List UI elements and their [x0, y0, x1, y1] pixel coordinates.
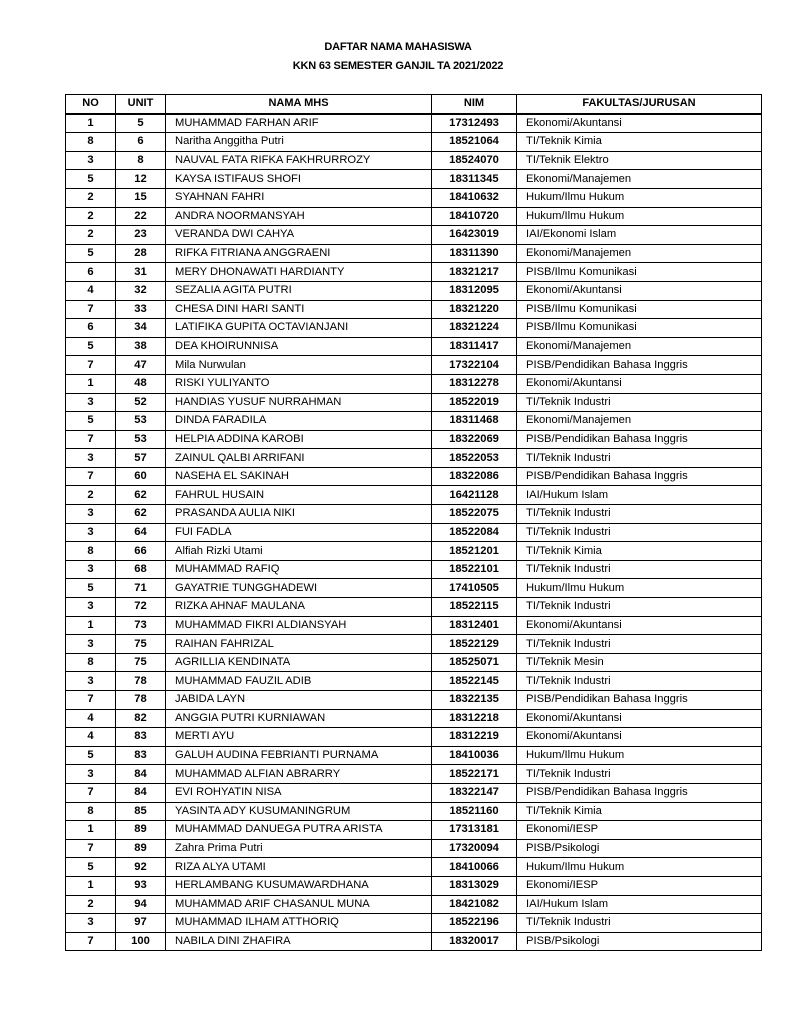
cell-nim: 18524070 — [432, 151, 517, 170]
table-row — [66, 579, 762, 598]
cell-unit: 100 — [116, 932, 166, 951]
table-row — [66, 393, 762, 412]
cell-unit: 78 — [116, 691, 166, 710]
cell-unit: 73 — [116, 616, 166, 635]
cell-no: 2 — [66, 486, 116, 505]
cell-nama: MUHAMMAD FIKRI ALDIANSYAH — [166, 616, 432, 635]
cell-no: 7 — [66, 691, 116, 710]
cell-unit: 15 — [116, 188, 166, 207]
cell-nim: 17410505 — [432, 579, 517, 598]
cell-nama: RISKI YULIYANTO — [166, 374, 432, 393]
cell-no: 6 — [66, 263, 116, 282]
cell-nama: MUHAMMAD ALFIAN ABRARRY — [166, 765, 432, 784]
table-row — [66, 672, 762, 691]
cell-no: 2 — [66, 895, 116, 914]
cell-unit: 32 — [116, 281, 166, 300]
cell-no: 4 — [66, 728, 116, 747]
cell-fakultas: TI/Teknik Industri — [517, 914, 762, 933]
cell-fakultas: Hukum/Ilmu Hukum — [517, 579, 762, 598]
cell-unit: 31 — [116, 263, 166, 282]
cell-fakultas: PISB/Ilmu Komunikasi — [517, 263, 762, 282]
cell-nim: 18522171 — [432, 765, 517, 784]
table-row — [66, 839, 762, 858]
cell-fakultas: TI/Teknik Industri — [517, 393, 762, 412]
cell-nim: 18522053 — [432, 449, 517, 468]
table-row — [66, 170, 762, 189]
cell-nama: GAYATRIE TUNGGHADEWI — [166, 579, 432, 598]
cell-unit: 84 — [116, 765, 166, 784]
cell-no: 8 — [66, 542, 116, 561]
cell-nim: 18321217 — [432, 263, 517, 282]
cell-unit: 89 — [116, 821, 166, 840]
cell-unit: 60 — [116, 467, 166, 486]
cell-nama: RIZA ALYA UTAMI — [166, 858, 432, 877]
cell-nama: Mila Nurwulan — [166, 356, 432, 375]
cell-unit: 93 — [116, 876, 166, 895]
table-row — [66, 746, 762, 765]
cell-fakultas: IAI/Hukum Islam — [517, 486, 762, 505]
cell-nama: NAUVAL FATA RIFKA FAKHRURROZY — [166, 151, 432, 170]
cell-nama: RIFKA FITRIANA ANGGRAENI — [166, 244, 432, 263]
table-row — [66, 505, 762, 524]
table-row — [66, 560, 762, 579]
table-row — [66, 523, 762, 542]
cell-no: 5 — [66, 244, 116, 263]
table-row — [66, 783, 762, 802]
cell-unit: 6 — [116, 133, 166, 152]
cell-unit: 22 — [116, 207, 166, 226]
cell-nama: PRASANDA AULIA NIKI — [166, 505, 432, 524]
cell-unit: 75 — [116, 635, 166, 654]
cell-no: 4 — [66, 709, 116, 728]
cell-fakultas: Ekonomi/Manajemen — [517, 337, 762, 356]
cell-fakultas: TI/Teknik Industri — [517, 672, 762, 691]
cell-fakultas: Ekonomi/Akuntansi — [517, 728, 762, 747]
cell-no: 8 — [66, 802, 116, 821]
cell-nama: ANDRA NOORMANSYAH — [166, 207, 432, 226]
cell-nama: GALUH AUDINA FEBRIANTI PURNAMA — [166, 746, 432, 765]
cell-no: 2 — [66, 188, 116, 207]
table-row — [66, 876, 762, 895]
cell-nim: 18321220 — [432, 300, 517, 319]
cell-no: 2 — [66, 207, 116, 226]
cell-unit: 53 — [116, 412, 166, 431]
cell-nama: MUHAMMAD FAUZIL ADIB — [166, 672, 432, 691]
cell-nama: Alfiah Rizki Utami — [166, 542, 432, 561]
cell-unit: 66 — [116, 542, 166, 561]
cell-fakultas: TI/Teknik Industri — [517, 635, 762, 654]
cell-nim: 17312493 — [432, 114, 517, 133]
cell-nim: 18321224 — [432, 319, 517, 338]
cell-no: 5 — [66, 579, 116, 598]
cell-no: 1 — [66, 876, 116, 895]
cell-fakultas: TI/Teknik Industri — [517, 523, 762, 542]
table-row — [66, 449, 762, 468]
cell-no: 3 — [66, 505, 116, 524]
header-no: NO — [66, 95, 116, 114]
cell-nama: LATIFIKA GUPITA OCTAVIANJANI — [166, 319, 432, 338]
table-row — [66, 207, 762, 226]
cell-nim: 18311417 — [432, 337, 517, 356]
cell-fakultas: PISB/Pendidikan Bahasa Inggris — [517, 691, 762, 710]
cell-unit: 75 — [116, 653, 166, 672]
document-subtitle: KKN 63 SEMESTER GANJIL TA 2021/2022 — [292, 60, 504, 72]
cell-nim: 18521064 — [432, 133, 517, 152]
cell-no: 1 — [66, 616, 116, 635]
cell-fakultas: TI/Teknik Industri — [517, 560, 762, 579]
table-body — [66, 114, 762, 951]
cell-nim: 18421082 — [432, 895, 517, 914]
table-row — [66, 728, 762, 747]
cell-nama: SYAHNAN FAHRI — [166, 188, 432, 207]
cell-nama: KAYSA ISTIFAUS SHOFI — [166, 170, 432, 189]
cell-unit: 94 — [116, 895, 166, 914]
cell-unit: 8 — [116, 151, 166, 170]
cell-nim: 18312278 — [432, 374, 517, 393]
cell-nim: 16423019 — [432, 226, 517, 245]
cell-fakultas: Ekonomi/Akuntansi — [517, 114, 762, 133]
cell-no: 4 — [66, 281, 116, 300]
cell-fakultas: PISB/Ilmu Komunikasi — [517, 319, 762, 338]
cell-nama: EVI ROHYATIN NISA — [166, 783, 432, 802]
cell-no: 5 — [66, 858, 116, 877]
cell-no: 7 — [66, 300, 116, 319]
cell-unit: 33 — [116, 300, 166, 319]
cell-fakultas: TI/Teknik Industri — [517, 598, 762, 617]
cell-nim: 18320017 — [432, 932, 517, 951]
table-row — [66, 765, 762, 784]
cell-unit: 47 — [116, 356, 166, 375]
cell-no: 1 — [66, 821, 116, 840]
table-row — [66, 430, 762, 449]
header-fakultas: FAKULTAS/JURUSAN — [517, 95, 762, 114]
cell-fakultas: Ekonomi/IESP — [517, 876, 762, 895]
table-row — [66, 374, 762, 393]
cell-no: 3 — [66, 560, 116, 579]
cell-unit: 97 — [116, 914, 166, 933]
cell-no: 5 — [66, 746, 116, 765]
cell-nama: SEZALIA AGITA PUTRI — [166, 281, 432, 300]
cell-fakultas: Ekonomi/Manajemen — [517, 244, 762, 263]
cell-nama: RIZKA AHNAF MAULANA — [166, 598, 432, 617]
cell-no: 3 — [66, 393, 116, 412]
cell-unit: 83 — [116, 746, 166, 765]
cell-no: 8 — [66, 653, 116, 672]
table-row — [66, 542, 762, 561]
cell-no: 7 — [66, 356, 116, 375]
cell-no: 8 — [66, 133, 116, 152]
cell-no: 3 — [66, 598, 116, 617]
table-row — [66, 635, 762, 654]
cell-nim: 18311390 — [432, 244, 517, 263]
cell-unit: 71 — [116, 579, 166, 598]
cell-nim: 18312401 — [432, 616, 517, 635]
table-row — [66, 486, 762, 505]
cell-fakultas: TI/Teknik Kimia — [517, 802, 762, 821]
cell-fakultas: TI/Teknik Kimia — [517, 133, 762, 152]
table-row — [66, 467, 762, 486]
cell-unit: 89 — [116, 839, 166, 858]
cell-unit: 48 — [116, 374, 166, 393]
cell-no: 5 — [66, 337, 116, 356]
cell-nama: MUHAMMAD RAFIQ — [166, 560, 432, 579]
cell-nim: 18522129 — [432, 635, 517, 654]
cell-fakultas: Hukum/Ilmu Hukum — [517, 746, 762, 765]
cell-nama: FAHRUL HUSAIN — [166, 486, 432, 505]
cell-fakultas: Ekonomi/Akuntansi — [517, 374, 762, 393]
cell-no: 3 — [66, 765, 116, 784]
table-row — [66, 895, 762, 914]
table-row — [66, 598, 762, 617]
cell-fakultas: TI/Teknik Industri — [517, 765, 762, 784]
cell-no: 3 — [66, 914, 116, 933]
cell-nama: NABILA DINI ZHAFIRA — [166, 932, 432, 951]
table-row — [66, 616, 762, 635]
cell-no: 6 — [66, 319, 116, 338]
table-row — [66, 932, 762, 951]
table-row — [66, 114, 762, 133]
document-title: DAFTAR NAMA MAHASISWA — [324, 41, 472, 53]
table-row — [66, 133, 762, 152]
cell-no: 7 — [66, 839, 116, 858]
cell-fakultas: Ekonomi/IESP — [517, 821, 762, 840]
table-row — [66, 821, 762, 840]
table-row — [66, 914, 762, 933]
cell-nama: HELPIA ADDINA KAROBI — [166, 430, 432, 449]
cell-unit: 23 — [116, 226, 166, 245]
table-row — [66, 244, 762, 263]
cell-nim: 18410036 — [432, 746, 517, 765]
cell-nim: 18521201 — [432, 542, 517, 561]
cell-nama: HANDIAS YUSUF NURRAHMAN — [166, 393, 432, 412]
cell-no: 5 — [66, 170, 116, 189]
cell-nim: 18410632 — [432, 188, 517, 207]
cell-unit: 62 — [116, 505, 166, 524]
cell-fakultas: PISB/Pendidikan Bahasa Inggris — [517, 783, 762, 802]
cell-unit: 53 — [116, 430, 166, 449]
cell-fakultas: Ekonomi/Akuntansi — [517, 616, 762, 635]
table-row — [66, 300, 762, 319]
cell-unit: 85 — [116, 802, 166, 821]
cell-nama: HERLAMBANG KUSUMAWARDHANA — [166, 876, 432, 895]
cell-nama: MUHAMMAD FARHAN ARIF — [166, 114, 432, 133]
cell-no: 7 — [66, 467, 116, 486]
cell-fakultas: TI/Teknik Mesin — [517, 653, 762, 672]
cell-fakultas: Ekonomi/Akuntansi — [517, 281, 762, 300]
cell-nama: ZAINUL QALBI ARRIFANI — [166, 449, 432, 468]
cell-nim: 18522084 — [432, 523, 517, 542]
cell-fakultas: Ekonomi/Manajemen — [517, 412, 762, 431]
cell-nama: CHESA DINI HARI SANTI — [166, 300, 432, 319]
cell-no: 7 — [66, 932, 116, 951]
table-header-row — [66, 95, 762, 114]
cell-nama: RAIHAN FAHRIZAL — [166, 635, 432, 654]
cell-nama: Naritha Anggitha Putri — [166, 133, 432, 152]
cell-nim: 18322086 — [432, 467, 517, 486]
cell-nim: 18522019 — [432, 393, 517, 412]
cell-unit: 5 — [116, 114, 166, 133]
cell-nama: MUHAMMAD DANUEGA PUTRA ARISTA — [166, 821, 432, 840]
cell-nama: MERTI AYU — [166, 728, 432, 747]
cell-fakultas: TI/Teknik Industri — [517, 505, 762, 524]
table-row — [66, 653, 762, 672]
table-row — [66, 412, 762, 431]
cell-no: 3 — [66, 523, 116, 542]
table-row — [66, 802, 762, 821]
cell-no: 5 — [66, 412, 116, 431]
cell-no: 3 — [66, 449, 116, 468]
cell-unit: 64 — [116, 523, 166, 542]
cell-nim: 17320094 — [432, 839, 517, 858]
cell-no: 3 — [66, 672, 116, 691]
table-row — [66, 263, 762, 282]
cell-nim: 18312218 — [432, 709, 517, 728]
cell-fakultas: PISB/Psikologi — [517, 839, 762, 858]
cell-fakultas: TI/Teknik Elektro — [517, 151, 762, 170]
cell-unit: 83 — [116, 728, 166, 747]
cell-no: 1 — [66, 114, 116, 133]
cell-unit: 92 — [116, 858, 166, 877]
cell-nim: 18322147 — [432, 783, 517, 802]
cell-nim: 18522101 — [432, 560, 517, 579]
cell-nim: 17322104 — [432, 356, 517, 375]
header-nama: NAMA MHS — [166, 95, 432, 114]
cell-nim: 18312219 — [432, 728, 517, 747]
cell-nama: FUI FADLA — [166, 523, 432, 542]
cell-fakultas: PISB/Pendidikan Bahasa Inggris — [517, 430, 762, 449]
cell-nim: 18322069 — [432, 430, 517, 449]
cell-nama: MUHAMMAD ARIF CHASANUL MUNA — [166, 895, 432, 914]
cell-unit: 12 — [116, 170, 166, 189]
cell-unit: 62 — [116, 486, 166, 505]
cell-nama: YASINTA ADY KUSUMANINGRUM — [166, 802, 432, 821]
header-nim: NIM — [432, 95, 517, 114]
cell-nama: ANGGIA PUTRI KURNIAWAN — [166, 709, 432, 728]
cell-nama: MUHAMMAD ILHAM ATTHORIQ — [166, 914, 432, 933]
cell-fakultas: PISB/Pendidikan Bahasa Inggris — [517, 356, 762, 375]
cell-nim: 16421128 — [432, 486, 517, 505]
header-unit: UNIT — [116, 95, 166, 114]
cell-unit: 82 — [116, 709, 166, 728]
cell-nim: 17313181 — [432, 821, 517, 840]
cell-nim: 18522115 — [432, 598, 517, 617]
cell-unit: 52 — [116, 393, 166, 412]
cell-unit: 38 — [116, 337, 166, 356]
cell-nim: 18322135 — [432, 691, 517, 710]
table-row — [66, 226, 762, 245]
cell-nim: 18313029 — [432, 876, 517, 895]
cell-nama: JABIDA LAYN — [166, 691, 432, 710]
cell-fakultas: PISB/Psikologi — [517, 932, 762, 951]
cell-nim: 18410066 — [432, 858, 517, 877]
cell-no: 2 — [66, 226, 116, 245]
cell-fakultas: Hukum/Ilmu Hukum — [517, 188, 762, 207]
cell-nim: 18522145 — [432, 672, 517, 691]
cell-nim: 18410720 — [432, 207, 517, 226]
cell-fakultas: PISB/Pendidikan Bahasa Inggris — [517, 467, 762, 486]
cell-unit: 78 — [116, 672, 166, 691]
cell-fakultas: PISB/Ilmu Komunikasi — [517, 300, 762, 319]
cell-nim: 18311468 — [432, 412, 517, 431]
table-row — [66, 691, 762, 710]
cell-unit: 57 — [116, 449, 166, 468]
cell-nim: 18522075 — [432, 505, 517, 524]
table-row — [66, 356, 762, 375]
cell-nama: DINDA FARADILA — [166, 412, 432, 431]
cell-fakultas: Hukum/Ilmu Hukum — [517, 858, 762, 877]
cell-fakultas: TI/Teknik Industri — [517, 449, 762, 468]
cell-no: 3 — [66, 635, 116, 654]
cell-unit: 34 — [116, 319, 166, 338]
cell-no: 3 — [66, 151, 116, 170]
cell-nim: 18521160 — [432, 802, 517, 821]
cell-nim: 18525071 — [432, 653, 517, 672]
cell-fakultas: Hukum/Ilmu Hukum — [517, 207, 762, 226]
cell-nama: DEA KHOIRUNNISA — [166, 337, 432, 356]
cell-fakultas: TI/Teknik Kimia — [517, 542, 762, 561]
cell-nim: 18311345 — [432, 170, 517, 189]
table-row — [66, 319, 762, 338]
cell-no: 1 — [66, 374, 116, 393]
cell-unit: 68 — [116, 560, 166, 579]
cell-nama: Zahra Prima Putri — [166, 839, 432, 858]
cell-fakultas: IAI/Hukum Islam — [517, 895, 762, 914]
cell-no: 7 — [66, 430, 116, 449]
cell-no: 7 — [66, 783, 116, 802]
cell-nama: VERANDA DWI CAHYA — [166, 226, 432, 245]
cell-nim: 18522196 — [432, 914, 517, 933]
cell-unit: 72 — [116, 598, 166, 617]
cell-fakultas: Ekonomi/Akuntansi — [517, 709, 762, 728]
cell-fakultas: IAI/Ekonomi Islam — [517, 226, 762, 245]
cell-nama: MERY DHONAWATI HARDIANTY — [166, 263, 432, 282]
cell-nama: AGRILLIA KENDINATA — [166, 653, 432, 672]
table-row — [66, 337, 762, 356]
table-row — [66, 709, 762, 728]
cell-fakultas: Ekonomi/Manajemen — [517, 170, 762, 189]
cell-unit: 84 — [116, 783, 166, 802]
cell-nama: NASEHA EL SAKINAH — [166, 467, 432, 486]
table-row — [66, 858, 762, 877]
cell-nim: 18312095 — [432, 281, 517, 300]
table-row — [66, 188, 762, 207]
table-row — [66, 151, 762, 170]
student-table — [65, 94, 762, 951]
cell-unit: 28 — [116, 244, 166, 263]
table-row — [66, 281, 762, 300]
